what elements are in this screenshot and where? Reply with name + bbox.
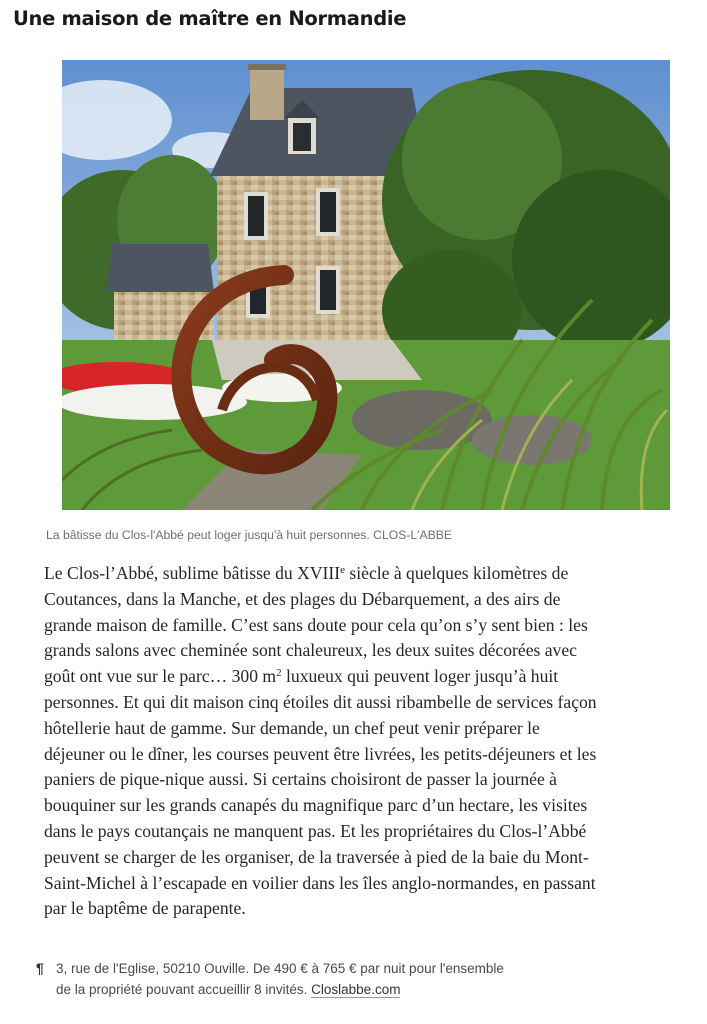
body-line: hôtellerie haut de gamme. Sur demande, un chef peut venir préparer le bbox=[44, 717, 540, 738]
body-line: bouquiner sur les grands canapés du magnifique parc d’un hectare, les visites bbox=[44, 795, 588, 816]
capacity-text: de la propriété pouvant accueillir 8 invités. bbox=[56, 982, 312, 997]
body-text: Le Clos-l’Abbé, sublime bâtisse du XVIII bbox=[44, 563, 341, 583]
body-line: déjeuner ou le dîner, les courses peuvent être livrées, les petits-déjeuners et les bbox=[44, 743, 597, 764]
body-text: luxueux qui peuvent loger jusqu’à huit bbox=[281, 666, 559, 687]
website-link[interactable]: Closlabbe.com bbox=[311, 982, 401, 997]
photo-caption: La bâtisse du Clos-l'Abbé peut loger jusqu'à huit personnes. CLOS-L'ABBE bbox=[46, 528, 453, 542]
capacity-line bbox=[36, 979, 596, 1000]
address-line: 3, rue de l'Eglise, 50210 Ouville. De 490 € à 765 € par nuit pour l'ensemble bbox=[56, 961, 504, 976]
article-body bbox=[44, 561, 684, 922]
body-line: paniers de pique-nique aussi. Si certains choisiront de passer la journée à bbox=[44, 769, 557, 790]
house-garden-illustration bbox=[62, 60, 670, 510]
body-line: personnes. Et qui dit maison cinq étoiles dit aussi ribambelle de services façon bbox=[44, 691, 597, 712]
body-line: Saint-Michel à l’escapade en voilier dans les îles anglo-normandes, en passant bbox=[44, 872, 596, 893]
pilcrow-icon: ¶ bbox=[36, 960, 44, 976]
body-text: siècle à quelques kilomètres de bbox=[345, 563, 569, 583]
area-superscript: 2 bbox=[276, 667, 282, 680]
article-headline: Une maison de maître en Normandie bbox=[13, 7, 407, 30]
body-text: goût ont vue sur le parc… 300 m bbox=[44, 666, 277, 687]
body-line: dans le pays coutançais ne manquent pas. Et les propriétaires du Clos-l’Abbé bbox=[44, 820, 587, 841]
practical-info bbox=[36, 958, 596, 1000]
body-line: peuvent se charger de les organiser, de la traversée à pied de la baie du Mont- bbox=[44, 846, 589, 867]
body-line: par le baptême de parapente. bbox=[44, 898, 246, 919]
body-line: Coutances, dans la Manche, et des plages du Débarquement, a des airs de bbox=[44, 588, 561, 609]
body-line: grande maison de famille. C’est sans doute pour cela qu’on s’y sent bien : les bbox=[44, 614, 588, 635]
body-line: grands salons avec cheminée sont chaleureux, les deux suites décorées avec bbox=[44, 640, 577, 661]
century-superscript: e bbox=[340, 564, 345, 576]
body-line bbox=[44, 664, 684, 690]
body-line bbox=[44, 561, 684, 587]
article-photo bbox=[62, 60, 670, 510]
